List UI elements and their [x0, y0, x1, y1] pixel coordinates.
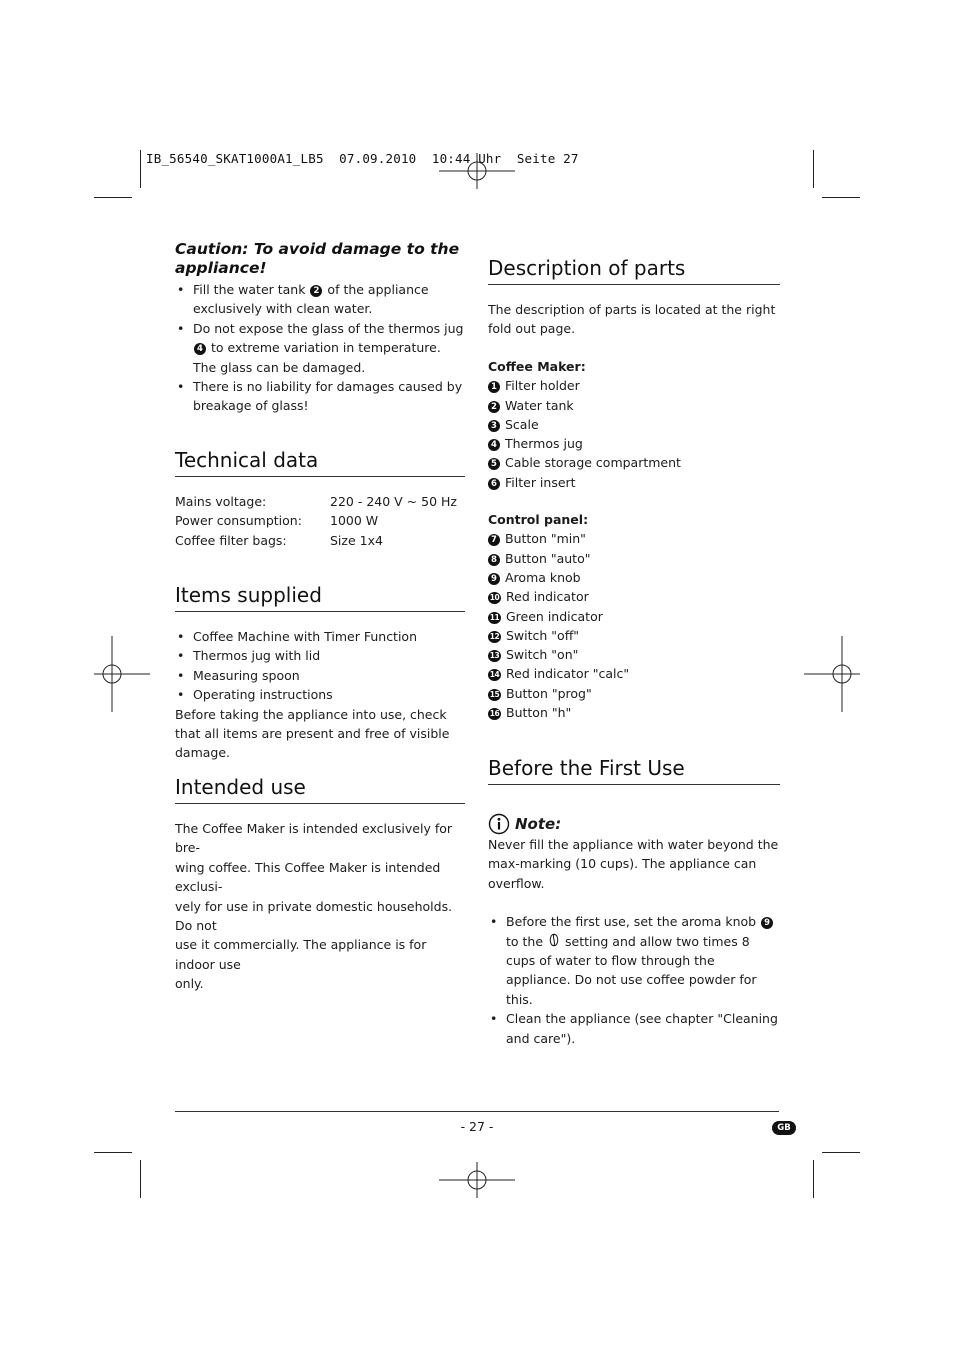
section-heading: Description of parts — [488, 255, 780, 285]
list-item: • Before the first use, set the aroma knob 9 to the setting and allow two times 8 cups of water to flow through the appliance. Do not use coffee powder for this. — [488, 912, 780, 1009]
part-number-badge: 8 — [488, 554, 500, 566]
description-section — [488, 255, 780, 722]
table-row — [175, 531, 457, 550]
part-number-badge: 7 — [488, 534, 500, 546]
coffee-maker-label: Coffee Maker: — [488, 358, 586, 374]
footer-rule — [175, 1111, 779, 1112]
section-heading: Intended use — [175, 774, 465, 804]
list-item: 15 Button "prog" — [489, 685, 592, 701]
text-line: only. — [175, 976, 204, 992]
text-line: wing coffee. This Coffee Maker is intended exclusi- — [175, 859, 441, 895]
registration-mark — [804, 636, 880, 712]
list-item: 5 Cable storage compartment — [488, 453, 780, 472]
section-heading: Items supplied — [175, 582, 465, 612]
info-circle-icon — [488, 813, 510, 835]
text-line: vely for use in private domestic households. Do not — [175, 898, 453, 934]
coffee-maker-parts — [488, 376, 780, 492]
list-item: • Measuring spoon — [175, 666, 465, 685]
intended-use-text — [175, 819, 465, 994]
crop-mark — [140, 150, 141, 188]
part-number-badge: 9 — [761, 917, 773, 929]
first-use-list — [488, 912, 780, 1048]
print-header: IB_56540_SKAT1000A1_LB5 07.09.2010 10:44 Uhr Seite 27 — [146, 151, 579, 166]
crop-mark — [822, 1152, 860, 1153]
list-item: 12 Switch "off" — [489, 627, 580, 643]
table-cell-key: Mains voltage: — [175, 494, 267, 509]
list-item: • Clean the appliance (see chapter "Cleaning and care"). — [488, 1009, 780, 1048]
part-number-badge: 10 — [489, 593, 500, 603]
list-item: • Coffee Machine with Timer Function — [175, 627, 465, 646]
note-label: Note: — [515, 815, 562, 833]
page-number: - 27 - — [460, 1119, 494, 1134]
section-heading: Before the First Use — [488, 755, 780, 785]
registration-mark — [74, 636, 150, 712]
list-item: 9 Aroma knob — [488, 568, 780, 587]
list-item: 16 Button "h" — [489, 705, 572, 721]
caution-item: • Do not expose the glass of the thermos jug 4 to extreme variation in temperature. The glass can be damaged. — [175, 319, 465, 377]
caution-item: • There is no liability for damages caused by breakage of glass! — [175, 377, 465, 416]
crop-mark — [140, 1160, 141, 1198]
list-item: • Thermos jug with lid — [175, 646, 465, 665]
description-intro: The description of parts is located at the right fold out page. — [488, 302, 776, 337]
crop-mark — [813, 1160, 814, 1198]
part-number-badge: 2 — [310, 285, 322, 297]
part-number-badge: 11 — [489, 612, 500, 622]
crop-mark — [813, 150, 814, 188]
items-supplied-section — [175, 582, 465, 763]
crop-mark — [822, 197, 860, 198]
technical-data-table — [175, 492, 457, 550]
section-heading: Technical data — [175, 447, 465, 477]
list-item: 14 Red indicator "calc" — [489, 666, 630, 682]
part-number-badge: 6 — [488, 478, 500, 490]
intended-use-section — [175, 774, 465, 994]
part-number-badge: 13 — [489, 651, 500, 661]
table-cell-key: Coffee filter bags: — [175, 532, 287, 548]
list-item: 13 Switch "on" — [489, 647, 579, 663]
part-number-badge: 4 — [488, 439, 500, 451]
registration-mark — [439, 133, 515, 209]
list-item: 8 Button "auto" — [488, 549, 780, 568]
list-item: 6 Filter insert — [488, 473, 780, 492]
control-panel-label: Control panel: — [488, 512, 589, 527]
table-cell-value: Size 1x4 — [330, 532, 383, 548]
part-number-badge: 1 — [488, 381, 500, 393]
list-item: 4 Thermos jug — [488, 434, 780, 453]
bean-icon — [549, 933, 559, 947]
part-number-badge: 12 — [489, 631, 500, 641]
list-item: 11 Green indicator — [489, 608, 603, 624]
note-title — [488, 813, 780, 835]
list-item: 1 Filter holder — [488, 376, 780, 395]
technical-data-section — [175, 447, 465, 550]
part-number-badge: 4 — [194, 343, 206, 355]
items-list — [175, 627, 465, 705]
part-number-badge: 3 — [488, 420, 500, 432]
text-line: The Coffee Maker is intended exclusively for bre- — [175, 821, 453, 856]
crop-mark — [94, 197, 132, 198]
list-item: 2 Water tank — [488, 396, 780, 415]
control-panel-parts — [488, 529, 780, 722]
list-item: • Operating instructions — [175, 685, 465, 704]
table-cell-key: Power consumption: — [175, 513, 302, 529]
first-use-section — [488, 755, 780, 1048]
list-item: 7 Button "min" — [488, 529, 780, 548]
items-note: Before taking the appliance into use, check that all items are present and free of visible damage. — [175, 706, 450, 761]
list-item: 10 Red indicator — [489, 589, 589, 605]
caution-title: Caution: To avoid damage to the appliance! — [175, 240, 460, 277]
list-item: 3 Scale — [488, 415, 780, 434]
text-line: use it commercially. The appliance is for indoor use — [175, 937, 427, 972]
part-number-badge: 5 — [488, 458, 500, 470]
part-number-badge: 9 — [488, 573, 500, 585]
caution-list — [175, 280, 465, 416]
language-badge: GB — [772, 1121, 796, 1135]
crop-mark — [94, 1152, 132, 1153]
caution-section — [175, 240, 465, 416]
table-cell-value: 220 - 240 V ~ 50 Hz — [330, 494, 457, 509]
registration-mark — [439, 1142, 515, 1218]
part-number-badge: 16 — [489, 709, 500, 719]
part-number-badge: 14 — [489, 670, 500, 680]
table-row — [175, 492, 457, 511]
part-number-badge: 15 — [489, 689, 500, 699]
caution-item: • Fill the water tank 2 of the appliance exclusively with clean water. — [175, 280, 465, 319]
part-number-badge: 2 — [488, 401, 500, 413]
table-row — [175, 511, 457, 530]
note-text: Never fill the appliance with water beyond the max-marking (10 cups). The appliance can overflow. — [488, 837, 779, 891]
table-cell-value: 1000 W — [330, 513, 379, 529]
